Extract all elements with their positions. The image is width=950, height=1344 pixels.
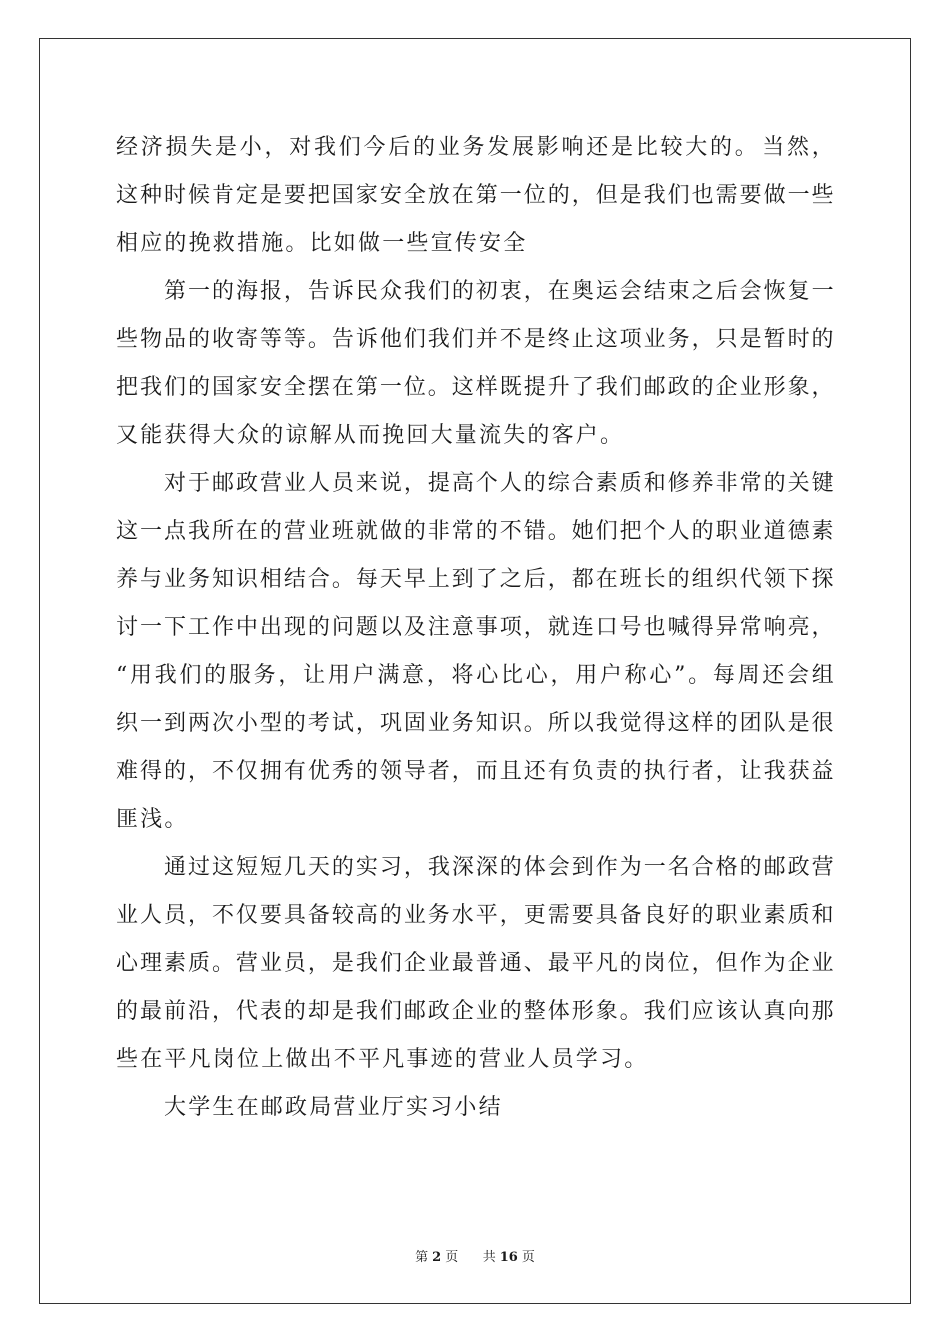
text-line: 匪浅。	[116, 807, 189, 832]
text-line: 对 于 邮 政 营 业 人 员 来 说 ， 提 高 个 人 的 综 合 素 质 和 修 养 非 常 的 关 键	[164, 471, 834, 496]
text-line: 些 物 品 的 收 寄 等 等 。 告 诉 他 们 我 们 并 不 是 终 止 这 项 业 务 ， 只 是 暂 时 的	[116, 327, 834, 352]
page-number: 2	[432, 1250, 442, 1265]
text-line: 些在平凡岗位上做出不平凡事迹的营业人员学习。	[116, 1047, 649, 1072]
text-line: 养 与 业 务 知 识 相 结 合 。 每 天 早 上 到 了 之 后 ， 都 在 班 长 的 组 织 代 领 下 探	[116, 567, 834, 592]
text-line: 把 我 们 的 国 家 安 全 摆 在 第 一 位 。 这 样 既 提 升 了 我 们 邮 政 的 企 业 形 象 ，	[116, 375, 834, 400]
text-line: “ 用 我 们 的 服 务 ， 让 用 户 满 意 ， 将 心 比 心 ， 用 户 称 心 ” 。 每 周 还 会 组	[116, 663, 834, 688]
text-line: 相应的挽救措施。比如做一些宣传安全	[116, 231, 528, 256]
text-line: 通 过 这 短 短 几 天 的 实 习 ， 我 深 深 的 体 会 到 作 为 一 名 合 格 的 邮 政 营	[164, 855, 834, 880]
text-line: 难 得 的 ， 不 仅 拥 有 优 秀 的 领 导 者 ， 而 且 还 有 负 责 的 执 行 者 ， 让 我 获 益	[116, 759, 834, 784]
paragraph-2	[116, 268, 834, 460]
total-pages: 16	[499, 1250, 518, 1265]
page-footer	[0, 1246, 950, 1265]
text-line: 大学生在邮政局营业厅实习小结	[164, 1095, 503, 1120]
text-line: 这 种 时 候 肯 定 是 要 把 国 家 安 全 放 在 第 一 位 的 ， 但 是 我 们 也 需 要 做 一 些	[116, 183, 834, 208]
text-line: 的 最 前 沿 ， 代 表 的 却 是 我 们 邮 政 企 业 的 整 体 形 象 。 我 们 应 该 认 真 向 那	[116, 999, 834, 1024]
text-line: 又能获得大众的谅解从而挽回大量流失的客户。	[116, 423, 625, 448]
document-body	[116, 124, 834, 1132]
total-pages-indicator: 共 16 页	[482, 1250, 535, 1265]
paragraph-3	[116, 460, 834, 844]
text-line: 第 一 的 海 报 ， 告 诉 民 众 我 们 的 初 衷 ， 在 奥 运 会 结 束 之 后 会 恢 复 一	[164, 279, 834, 304]
page-indicator: 第 2 页	[415, 1250, 459, 1265]
text-line: 心 理 素 质 。 营 业 员 ， 是 我 们 企 业 最 普 通 、 最 平 凡 的 岗 位 ， 但 作 为 企 业	[116, 951, 834, 976]
text-line: 经 济 损 失 是 小 ， 对 我 们 今 后 的 业 务 发 展 影 响 还 是 比 较 大 的 。 当 然 ，	[116, 135, 834, 160]
paragraph-4	[116, 844, 834, 1084]
text-line: 织 一 到 两 次 小 型 的 考 试 ， 巩 固 业 务 知 识 。 所 以 我 觉 得 这 样 的 团 队 是 很	[116, 711, 834, 736]
text-line: 这 一 点 我 所 在 的 营 业 班 就 做 的 非 常 的 不 错 。 她 们 把 个 人 的 职 业 道 德 素	[116, 519, 834, 544]
paragraph-1	[116, 124, 834, 268]
text-line: 业 人 员 ， 不 仅 要 具 备 较 高 的 业 务 水 平 ， 更 需 要 具 备 良 好 的 职 业 素 质 和	[116, 903, 834, 928]
paragraph-5	[116, 1084, 834, 1132]
text-line: 讨 一 下 工 作 中 出 现 的 问 题 以 及 注 意 事 项 ， 就 连 口 号 也 喊 得 异 常 响 亮 ，	[116, 615, 834, 640]
